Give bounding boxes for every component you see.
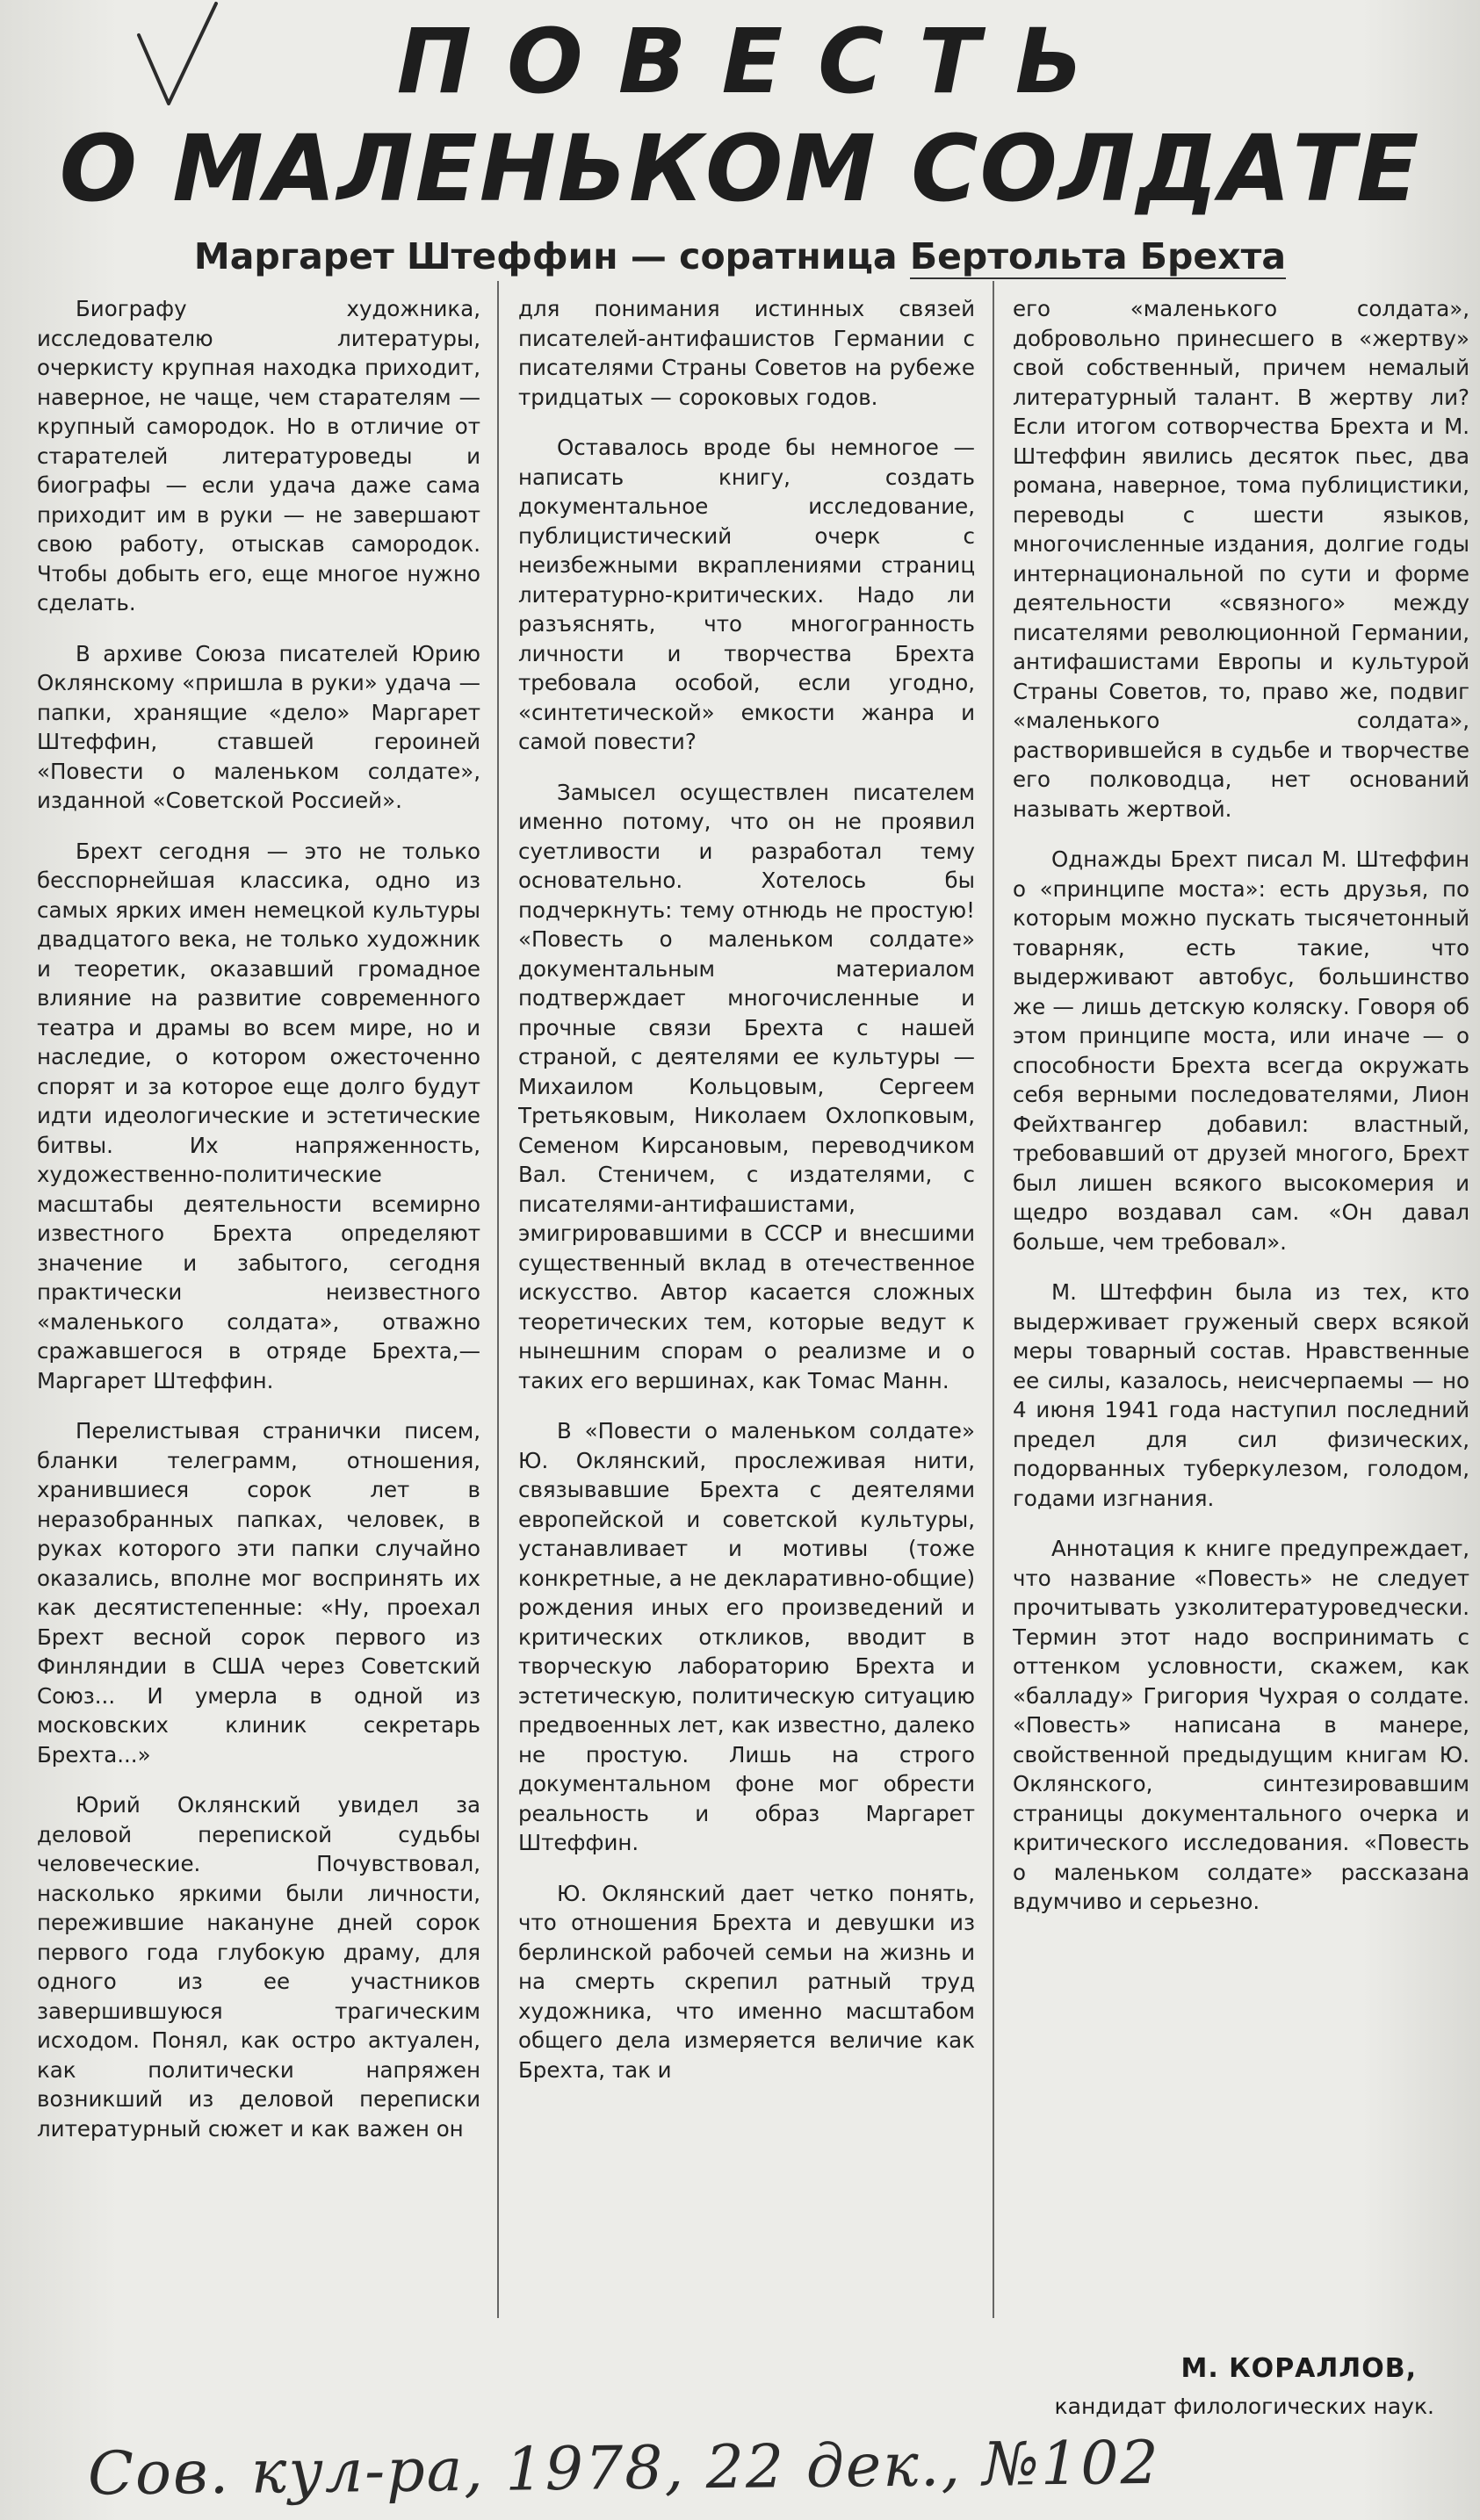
- author-title: кандидат филологических наук.: [1054, 2394, 1434, 2419]
- subheadline-text: Маргарет Штеффин — соратница: [193, 235, 910, 277]
- paragraph: Перелистывая странички писем, бланки телеграмм, отношения, хранившиеся сорок лет в неразобранных папках, человек, в руках которого эти папки случайно оказались, вполне мог воспринять их как десятистепенные: «Ну, проехал Брехт весной сорок первого из Финляндии в США через Советский Союз... И умерла в одной из московских клиник секретарь Брехта...»: [37, 1418, 480, 1768]
- column-divider: [993, 281, 994, 2318]
- paragraph: Однажды Брехт писал М. Штеффин о «принципе моста»: есть друзья, по которым можно пускать тысячетонный товарняк, есть такие, что выдерживают автобус, большинство же — лишь детскую коляску. Говоря об этом принципе моста, или иначе — о способности Брехта всегда окружать себя верными последователями, Лион Фейхтвангер добавил: властный, требовавший от друзей многого, Брехт был лишен всякого высокомерия и щедро воздавал сам. «Он давал больше, чем требовал».: [1013, 846, 1469, 1255]
- article-column-3: [1013, 294, 1469, 2340]
- paragraph: М. Штеффин была из тех, кто выдерживает груженый сверх всякой меры товарный состав. Нравственные ее силы, казалось, неисчерпаемы — но 4 июня 1941 года наступил последний предел для сил физических, подорванных туберкулезом, голодом, годами изгнания.: [1013, 1279, 1469, 1511]
- paragraph: Брехт сегодня — это не только бесспорнейшая классика, одно из самых ярких имен немецкой культуры двадцатого века, не только художник и теоретик, оказавший громадное влияние на развитие современного театра и драмы во всем мире, но и наследие, о котором ожесточенно спорят и за которое еще долго будут идти идеологические и эстетические битвы. Их напряженность, художественно-политические масштабы деятельности всемирно известного Брехта определяют значение и забытого, сегодня практически неизвестного «маленького солдата», отважно сражавшегося в отряде Брехта,— Маргарет Штеффин.: [37, 838, 480, 1393]
- headline-line-2: О МАЛЕНЬКОМ СОЛДАТЕ: [59, 115, 1421, 222]
- subheadline: [0, 235, 1480, 277]
- paragraph: Оставалось вроде бы немногое — написать книгу, создать документальное исследование, публицистический очерк с неизбежными вкраплениями страниц литературно-критических. Надо ли разъяснять, что многогранность личности и творчества Брехта требовала особой, если угодно, «синтетической» емкости жанра и самой повести?: [518, 435, 975, 754]
- subheadline-underlined-name: Бертольта Брехта: [909, 235, 1287, 277]
- paragraph: Ю. Оклянский дает четко понять, что отношения Брехта и девушки из берлинской рабочей семьи на жизнь и на смерть скрепил ратный труд художника, что именно масштабом общего дела измеряется величие как Брехта, так и: [518, 1880, 975, 2083]
- paragraph: для понимания истинных связей писателей-антифашистов Германии с писателями Страны Советов на рубеже тридцатых — сороковых годов.: [518, 296, 975, 410]
- paragraph: В «Повести о маленьком солдате» Ю. Оклянский, прослеживая нити, связывавшие Брехта с деятелями европейской и советской культуры, устанавливает и мотивы (тоже конкретные, а не декларативно-общие) рождения иных его произведений и критических откликов, вводит в творческую лабораторию Брехта и эстетическую, политическую ситуацию предвоенных лет, как известно, далеко не простую. Лишь на строго документальном фоне мог обрести реальность и образ Маргарет Штеффин.: [518, 1418, 975, 1855]
- paragraph: В архиве Союза писателей Юрию Оклянскому «пришла в руки» удача — папки, хранящие «дело» Маргарет Штеффин, ставшей героиней «Повести о маленьком солдате», изданной «Советской Россией».: [37, 640, 480, 813]
- handwritten-source-note: Сов. кул-ра, 1978, 22 дек., №102: [87, 2428, 1161, 2509]
- paragraph: Биографу художника, исследователю литературы, очеркисту крупная находка приходит, наверное, не чаще, чем старателям — крупный самородок. Но в отличие от старателей литературоведы и биографы — если удача даже сама приходит им в руки — не завершают свою работу, отыскав самородок. Чтобы добыть его, еще многое нужно сделать.: [37, 296, 480, 616]
- article-column-1: [37, 294, 480, 2401]
- headline-line-1: ПОВЕСТЬ: [396, 10, 1119, 114]
- paragraph: Замысел осуществлен писателем именно потому, что он не проявил суетливости и разработал тему основательно. Хотелось бы подчеркнуть: тему отнюдь не простую! «Повесть о маленьком солдате» документальным материалом подтверждает многочисленные и прочные связи Брехта с нашей страной, с деятелями ее культуры — Михаилом Кольцовым, Сергеем Третьяковым, Николаем Охлопковым, Семеном Кирсановым, переводчиком Вал. Стеничем, с издателями, с писателями-антифашистами, эмигрировавшими в СССР и внесшими существенный вклад в отечественное искусство. Автор касается сложных теоретических тем, которые ведут к нынешним спорам о реализме и о таких его вершинах, как Томас Манн.: [518, 779, 975, 1393]
- paragraph: Юрий Оклянский увидел за деловой перепиской судьбы человеческие. Почувствовал, насколько яркими были личности, пережившие накануне дней сорок первого года глубокую драму, для одного из ее участников завершившуюся трагическим исходом. Понял, как остро актуален, как политически напряжен возникший из деловой переписки литературный сюжет и как важен он: [37, 1792, 480, 2142]
- paragraph: его «маленького солдата», добровольно принесшего в «жертву» свой собственный, причем немалый литературный талант. В жертву ли? Если итогом сотворчества Брехта и М. Штеффин явились десяток пьес, два романа, наверное, тома публицистики, переводы с шести языков, многочисленные издания, долгие годы интернациональной по сути и форме деятельности «связного» между писателями революционной Германии, антифашистами Европы и культурой Страны Советов, то, право же, подвиг «маленького солдата», растворившейся в судьбе и творчестве его полководца, нет оснований называть жертвой.: [1013, 296, 1469, 822]
- paragraph: Аннотация к книге предупреждает, что название «Повесть» не следует прочитывать узколитературоведчески. Термин этот надо воспринимать с оттенком условности, скажем, как «балладу» Григория Чухрая о солдате. «Повесть» написана в манере, свойственной предыдущим книгам Ю. Оклянского, синтезировавшим страницы документального очерка и критического исследования. «Повесть о маленьком солдате» рассказана вдумчиво и серьезно.: [1013, 1536, 1469, 1914]
- article-column-2: [518, 294, 975, 2401]
- author-name: М. КОРАЛЛОВ,: [1180, 2353, 1417, 2384]
- column-divider: [497, 281, 499, 2318]
